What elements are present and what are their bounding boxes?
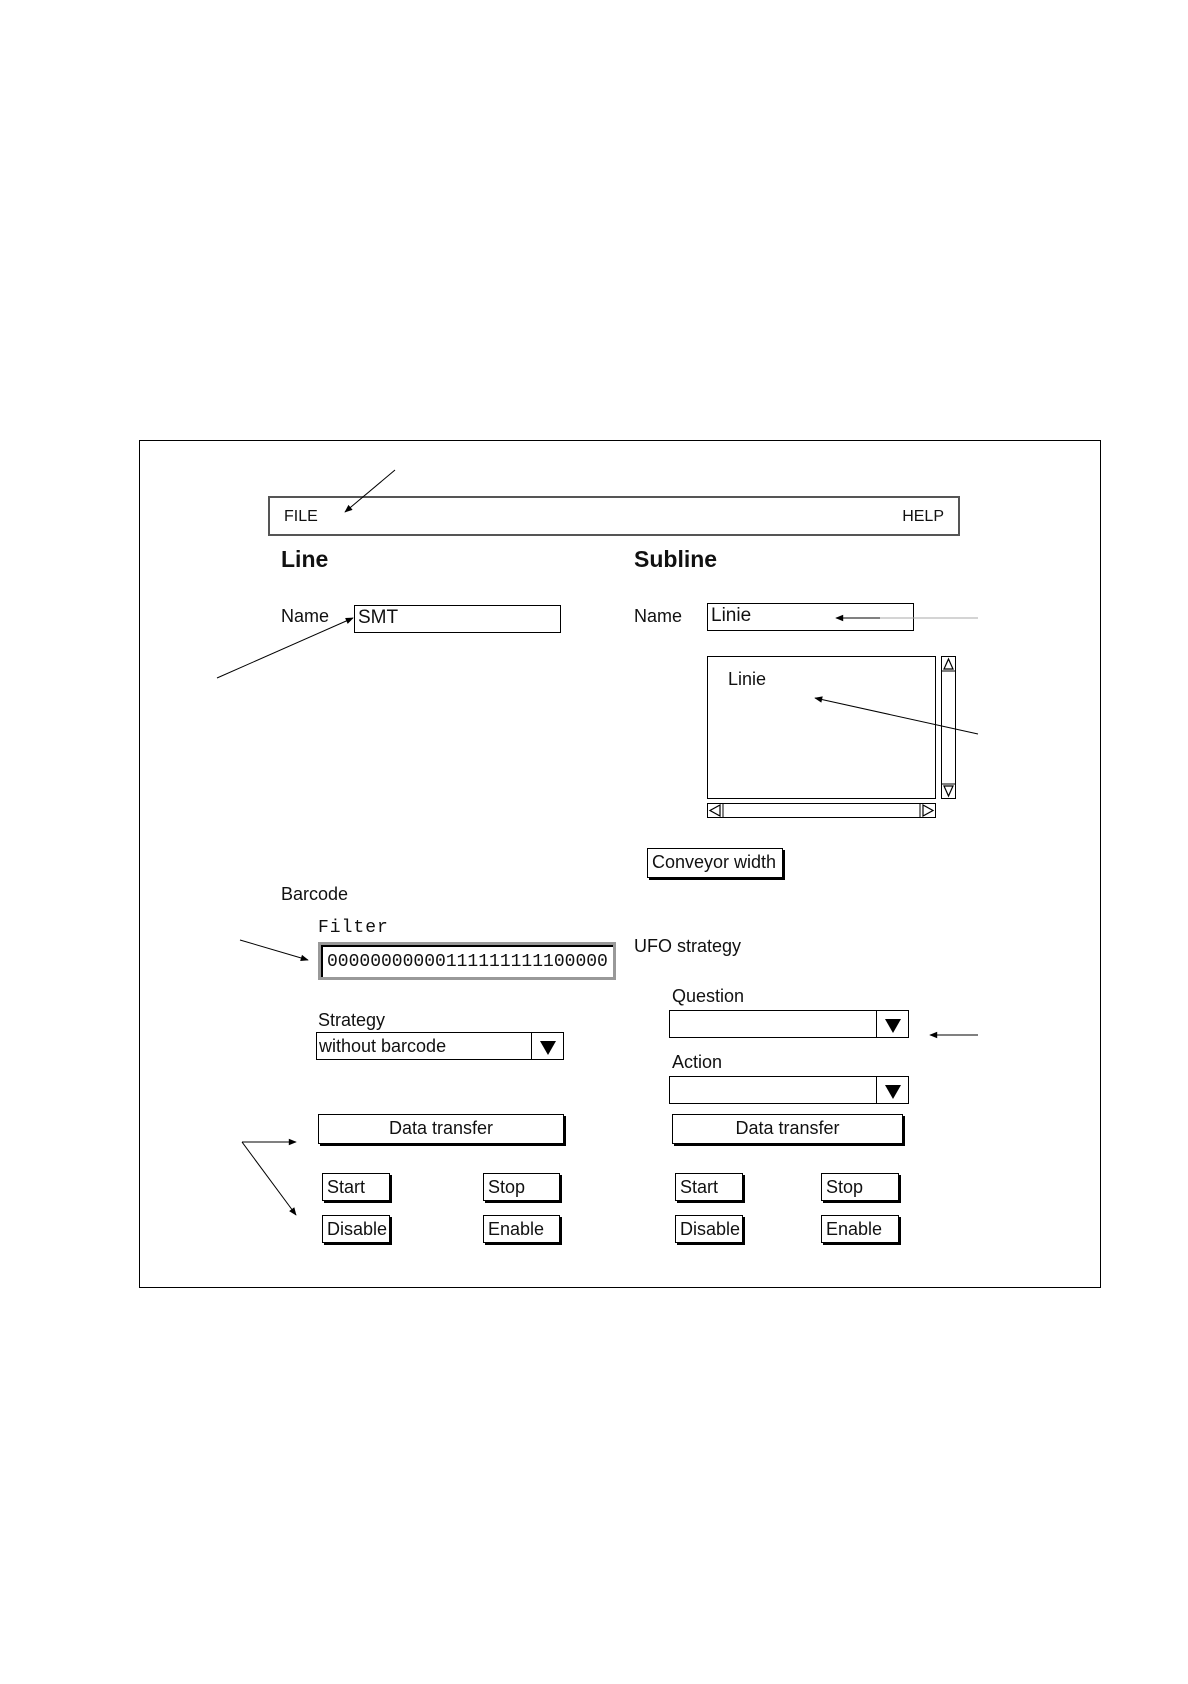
subline-enable-button[interactable]: Enable <box>821 1215 899 1243</box>
subline-name-label: Name <box>634 606 683 626</box>
filter-input-value: 00000000000111111111100000 <box>321 945 613 977</box>
subline-disable-button[interactable]: Disable <box>675 1215 743 1243</box>
menu-file[interactable]: FILE <box>284 508 318 525</box>
menu-help[interactable]: HELP <box>902 508 944 525</box>
annotation-arrow-icon <box>242 1142 296 1215</box>
line-name-input[interactable]: SMT <box>354 605 561 633</box>
filter-label: Filter <box>318 918 389 938</box>
list-item[interactable]: Linie <box>728 669 767 689</box>
annotation-arrow-icon <box>240 940 308 960</box>
line-data-transfer-button[interactable]: Data transfer <box>318 1114 564 1144</box>
line-heading: Line <box>281 546 329 572</box>
annotation-arrow-icon <box>345 470 395 512</box>
strategy-select-value: without barcode <box>319 1036 447 1056</box>
line-name-label: Name <box>281 606 330 626</box>
ufo-strategy-label: UFO strategy <box>634 936 742 956</box>
conveyor-width-button[interactable]: Conveyor width <box>647 848 783 878</box>
subline-data-transfer-button[interactable]: Data transfer <box>672 1114 903 1144</box>
subline-stop-button[interactable]: Stop <box>821 1173 899 1201</box>
subline-start-button[interactable]: Start <box>675 1173 743 1201</box>
line-disable-button[interactable]: Disable <box>322 1215 390 1243</box>
line-enable-button[interactable]: Enable <box>483 1215 560 1243</box>
annotation-arrow-icon <box>815 698 978 734</box>
question-label: Question <box>672 986 745 1006</box>
annotation-arrow-icon <box>217 618 353 678</box>
subline-heading: Subline <box>634 546 718 572</box>
line-start-button[interactable]: Start <box>322 1173 390 1201</box>
strategy-label: Strategy <box>318 1010 386 1030</box>
barcode-label: Barcode <box>281 884 349 904</box>
subline-name-input[interactable]: Linie <box>707 603 914 631</box>
action-label: Action <box>672 1052 723 1072</box>
line-stop-button[interactable]: Stop <box>483 1173 560 1201</box>
